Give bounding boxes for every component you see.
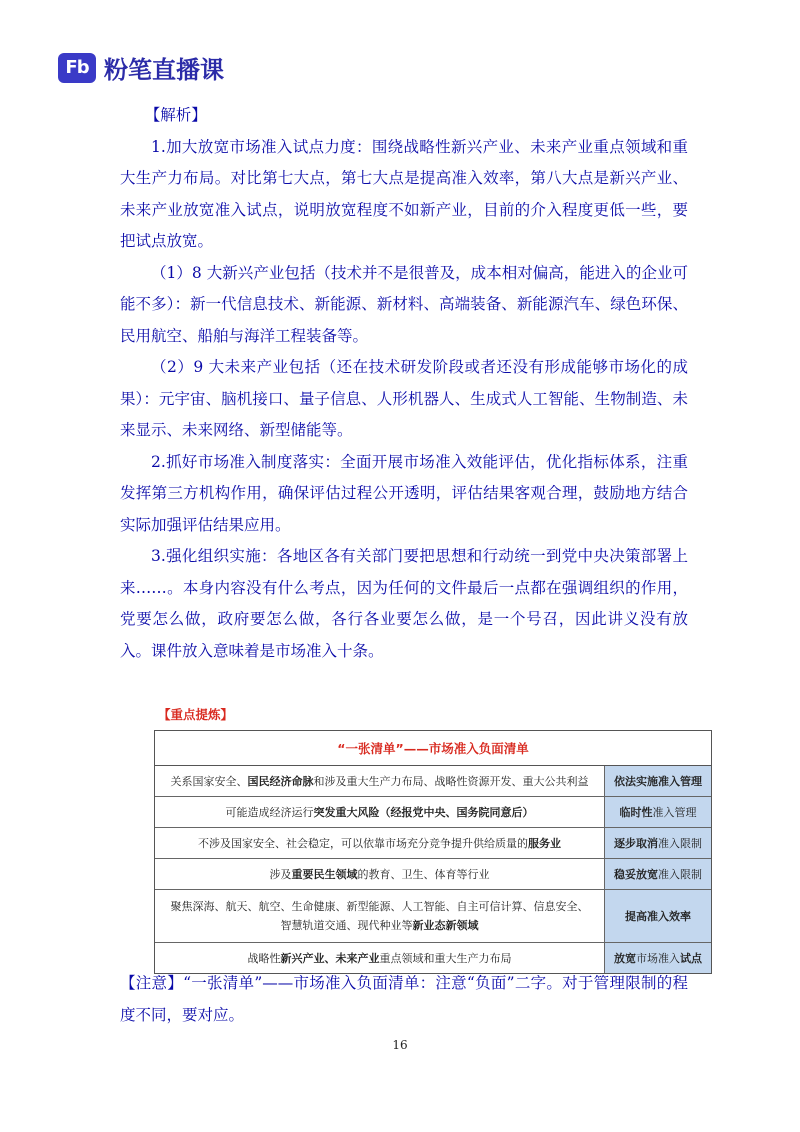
analysis-paragraph: 3.强化组织实施：各地区各有关部门要把思想和行动统一到党中央决策部署上来……。本身内容没有什么考点，因为任何的文件最后一点都在强调组织的作用，党要怎么做，政府要怎么做，各行各业要怎么做，是一个号召，因此讲义没有放入。课件放入意味着是市场准入十条。 xyxy=(120,547,688,660)
text-normal: 聚焦深海、航天、航空、生命健康、新型能源、人工智能、自主可信计算、信息安全、 xyxy=(170,900,589,913)
row-description xyxy=(155,828,605,858)
table-row xyxy=(155,797,711,828)
row-measure xyxy=(605,859,711,889)
text-bold: 经报党中央、国务院同意后 xyxy=(390,805,523,819)
analysis-paragraph: （1）8 大新兴产业包括（技术并不是很普及，成本相对偏高，能进入的企业可能不多）：新一代信息技术、新能源、新材料、高端装备、新能源汽车、绿色环保、民用航空、船舶与海洋工程装备等。 xyxy=(120,263,688,345)
negative-list-table xyxy=(154,730,712,974)
brand-mark: Fb xyxy=(58,53,96,83)
text-normal: 涉及 xyxy=(269,867,292,881)
key-points-tag: 【重点提炼】 xyxy=(158,707,234,722)
text-normal: 重点领域和重大生产力布局 xyxy=(379,951,512,965)
text-normal: 准入限制 xyxy=(658,837,702,850)
page-number: 16 xyxy=(392,1038,408,1052)
row-measure xyxy=(605,828,711,858)
table-title: “一张清单”——市场准入负面清单 xyxy=(155,731,711,766)
analysis-paragraph: （2）9 大未来产业包括（还在技术研发阶段或者还没有形成能够市场化的成果）：元宇宙、脑机接口、量子信息、人形机器人、生成式人工智能、生物制造、未来显示、未来网络、新型储能等。 xyxy=(120,358,688,439)
text-normal: 战略性 xyxy=(247,951,281,965)
text-bold: 临时性 xyxy=(619,806,653,819)
row-description xyxy=(155,766,605,796)
brand-name: 粉笔直播课 xyxy=(104,56,224,84)
text-bold: 试点 xyxy=(680,952,702,965)
text-bold: 服务业 xyxy=(528,836,561,850)
text-bold: 新兴产业、未来产业 xyxy=(280,951,380,965)
text-bold: 逐步取消 xyxy=(614,837,658,850)
text-normal: 准入管理 xyxy=(652,806,697,819)
row-description xyxy=(155,797,605,827)
text-normal: 的教育、卫生、体育等行业 xyxy=(357,867,490,881)
text-normal: 市场准入 xyxy=(636,952,680,965)
text-bold: 国民经济命脉 xyxy=(247,774,314,788)
table-row xyxy=(155,890,711,943)
text-bold: 提高准入效率 xyxy=(625,910,691,923)
table-row xyxy=(155,766,711,797)
table-row xyxy=(155,859,711,890)
text-bold: 重要民生领域 xyxy=(291,867,358,881)
row-measure xyxy=(605,766,711,796)
text-bold: 突发重大风险 xyxy=(313,805,380,819)
text-bold: 放宽 xyxy=(614,952,636,965)
text-normal: 智慧轨道交通、现代种业等 xyxy=(280,919,413,932)
text-bold: ） xyxy=(522,805,534,819)
text-bold: 新业态新领域 xyxy=(412,919,479,932)
analysis-section xyxy=(120,100,688,667)
text-normal: 关系国家安全、 xyxy=(170,774,248,788)
note-paragraph: 【注意】“一张清单”——市场准入负面清单：注意“负面”二字。对于管理限制的程度不同，要对应。 xyxy=(120,974,688,1024)
analysis-paragraph: 2.抓好市场准入制度落实：全面开展市场准入效能评估，优化指标体系，注重发挥第三方机构作用，确保评估过程公开透明，评估结果客观合理，鼓励地方结合实际加强评估结果应用。 xyxy=(120,452,688,534)
row-description xyxy=(155,859,605,889)
analysis-paragraph: 1.加大放宽市场准入试点力度：围绕战略性新兴产业、未来产业重点领域和重大生产力布局。对比第七大点，第七大点是提高准入效率，第八大点是新兴产业、未来产业放宽准入试点，说明放宽程度不如新产业，目前的介入程度更低一些，要把试点放宽。 xyxy=(120,137,688,250)
text-normal: 不涉及国家安全、社会稳定，可以依靠市场充分竞争提升供给质量的 xyxy=(198,836,528,850)
row-measure xyxy=(605,890,711,942)
text-bold: 稳妥放宽 xyxy=(614,868,658,881)
text-bold: （ xyxy=(379,805,391,819)
row-measure xyxy=(605,797,711,827)
text-normal: 和涉及重大生产力布局、战略性资源开发、重大公共利益 xyxy=(313,774,589,788)
table-row xyxy=(155,828,711,859)
text-bold: 依法实施准入管理 xyxy=(614,775,702,788)
brand-logo xyxy=(58,50,224,85)
text-normal: 可能造成经济运行 xyxy=(225,805,314,819)
text-normal: 准入限制 xyxy=(658,868,702,881)
row-description xyxy=(155,890,605,942)
analysis-heading: 【解析】 xyxy=(144,106,207,124)
